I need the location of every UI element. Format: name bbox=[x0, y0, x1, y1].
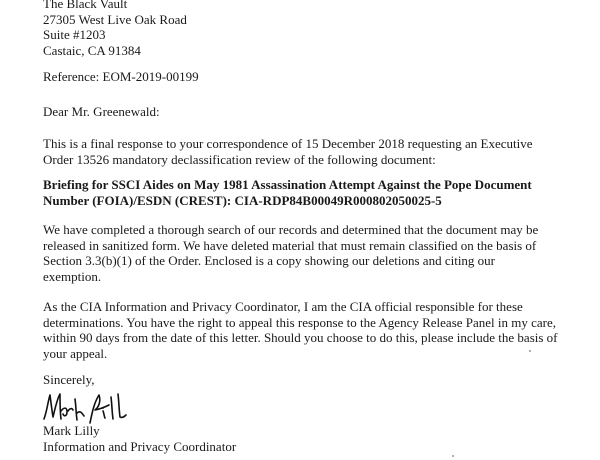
paragraph-search-result bbox=[43, 222, 580, 284]
signer-title: Information and Privacy Coordinator bbox=[43, 438, 237, 454]
paragraph-intro bbox=[43, 136, 580, 167]
address-line: 27305 West Live Oak Road bbox=[43, 11, 187, 27]
reference-text: Reference: EOM-2019-00199 bbox=[43, 69, 199, 84]
address-line: The Black Vault bbox=[43, 0, 128, 11]
paragraph-line: exemption. bbox=[43, 268, 102, 284]
signature-block bbox=[43, 423, 580, 454]
paragraph-line: within 90 days from the date of this letter. Should you choose to do this, please include the basis of bbox=[43, 330, 558, 345]
document-title bbox=[43, 177, 580, 208]
paragraph-line: We have completed a thorough search of our records and determined that the document may be bbox=[43, 222, 539, 237]
document-title-line: Briefing for SSCI Aides on May 1981 Assassination Attempt Against the Pope Document bbox=[43, 177, 532, 192]
address-line: Suite #1203 bbox=[43, 27, 106, 42]
closing-text: Sincerely, bbox=[43, 372, 95, 387]
salutation-text: Dear Mr. Greenewald: bbox=[43, 104, 160, 119]
paragraph-line: determinations. You have the right to appeal this response to the Agency Release Panel in my care, bbox=[43, 314, 557, 330]
closing bbox=[43, 372, 580, 388]
paragraph-line: As the CIA Information and Privacy Coordinator, I am the CIA official responsible for these bbox=[43, 299, 523, 314]
scan-speck bbox=[529, 350, 531, 352]
scan-speck bbox=[452, 455, 454, 457]
address-line: Castaic, CA 91384 bbox=[43, 42, 141, 58]
sender-address bbox=[43, 0, 580, 58]
document-title-line: Number (FOIA)/ESDN (CREST): CIA-RDP84B00049R000802050025-5 bbox=[43, 192, 442, 208]
signer-name: Mark Lilly bbox=[43, 423, 100, 438]
paragraph-line: This is a final response to your correspondence of 15 December 2018 requesting an Executive bbox=[43, 136, 533, 151]
paragraph-line: Section 3.3(b)(1) of the Order. Enclosed is a copy showing our deletions and citing our bbox=[43, 253, 496, 268]
paragraph-line: Order 13526 mandatory declassification review of the following document: bbox=[43, 151, 436, 167]
salutation bbox=[43, 104, 580, 120]
handwritten-signature bbox=[41, 389, 136, 427]
paragraph-line: released in sanitized form. We have deleted material that must remain classified on the basis of bbox=[43, 237, 537, 253]
reference-line bbox=[43, 69, 580, 85]
paragraph-appeal bbox=[43, 299, 580, 361]
paragraph-line: your appeal. bbox=[43, 345, 108, 361]
